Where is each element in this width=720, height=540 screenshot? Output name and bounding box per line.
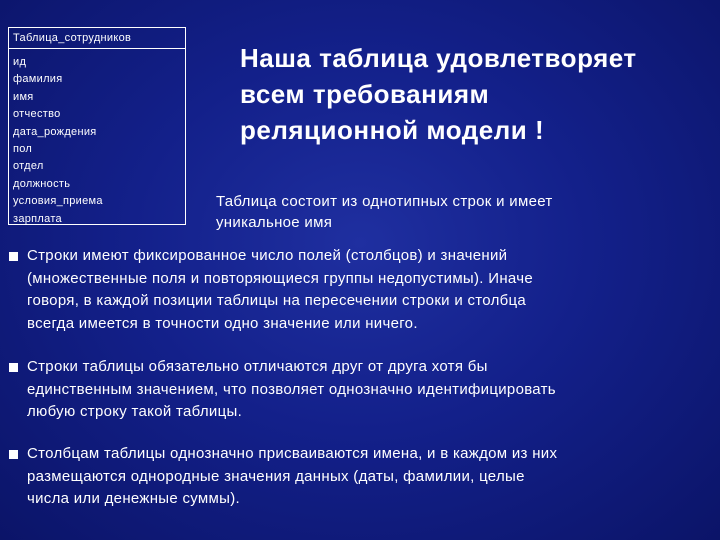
bullet-paragraph-fixed-fields <box>27 245 717 335</box>
paragraph-line: говоря, в каждой позиции таблицы на пересечении строки и столбца <box>27 292 527 309</box>
paragraph-line: всегда имеется в точности одно значение или ничего. <box>27 314 418 332</box>
table-description <box>216 191 716 233</box>
headline-line: Наша таблица удовлетворяет <box>240 43 637 73</box>
headline-line: реляционной модели ! <box>240 115 545 145</box>
entity-title: Таблица_сотрудников <box>9 28 185 49</box>
entity-field: отдел <box>13 160 44 173</box>
entity-field: зарплата <box>13 212 62 225</box>
entity-field: фамилия <box>13 73 63 86</box>
paragraph-line: Строки таблицы обязательно отличаются друг от друга хотя бы <box>27 358 488 375</box>
entity-field-list <box>9 49 185 228</box>
slide-headline <box>240 40 710 148</box>
entity-field: условия_приема <box>13 195 103 208</box>
entity-field: отчество <box>13 108 61 121</box>
entity-field: дата_рождения <box>13 125 97 138</box>
paragraph-line: единственным значением, что позволяет однозначно идентифицировать <box>27 380 556 398</box>
bullet-paragraph-column-names <box>27 443 717 511</box>
description-line: уникальное имя <box>216 214 333 231</box>
entity-field: пол <box>13 142 33 155</box>
entity-field: должность <box>13 177 71 190</box>
bullet-paragraph-unique-rows <box>27 356 717 424</box>
square-bullet-icon <box>9 450 18 459</box>
paragraph-line: (множественные поля и повторяющиеся группы недопустимы). Иначе <box>27 269 533 287</box>
square-bullet-icon <box>9 252 18 261</box>
entity-field: имя <box>13 90 34 103</box>
square-bullet-icon <box>9 363 18 372</box>
entity-field: ид <box>13 56 27 68</box>
headline-line: всем требованиям <box>240 79 490 109</box>
paragraph-line: числа или денежные суммы). <box>27 490 240 507</box>
paragraph-line: любую строку такой таблицы. <box>27 403 243 420</box>
description-line: Таблица состоит из однотипных строк и имеет <box>216 193 553 210</box>
entity-table-box <box>8 27 186 225</box>
paragraph-line: размещаются однородные значения данных (даты, фамилии, целые <box>27 467 525 485</box>
paragraph-line: Столбцам таблицы однозначно присваиваются имена, и в каждом из них <box>27 445 558 462</box>
paragraph-line: Строки имеют фиксированное число полей (столбцов) и значений <box>27 247 508 264</box>
